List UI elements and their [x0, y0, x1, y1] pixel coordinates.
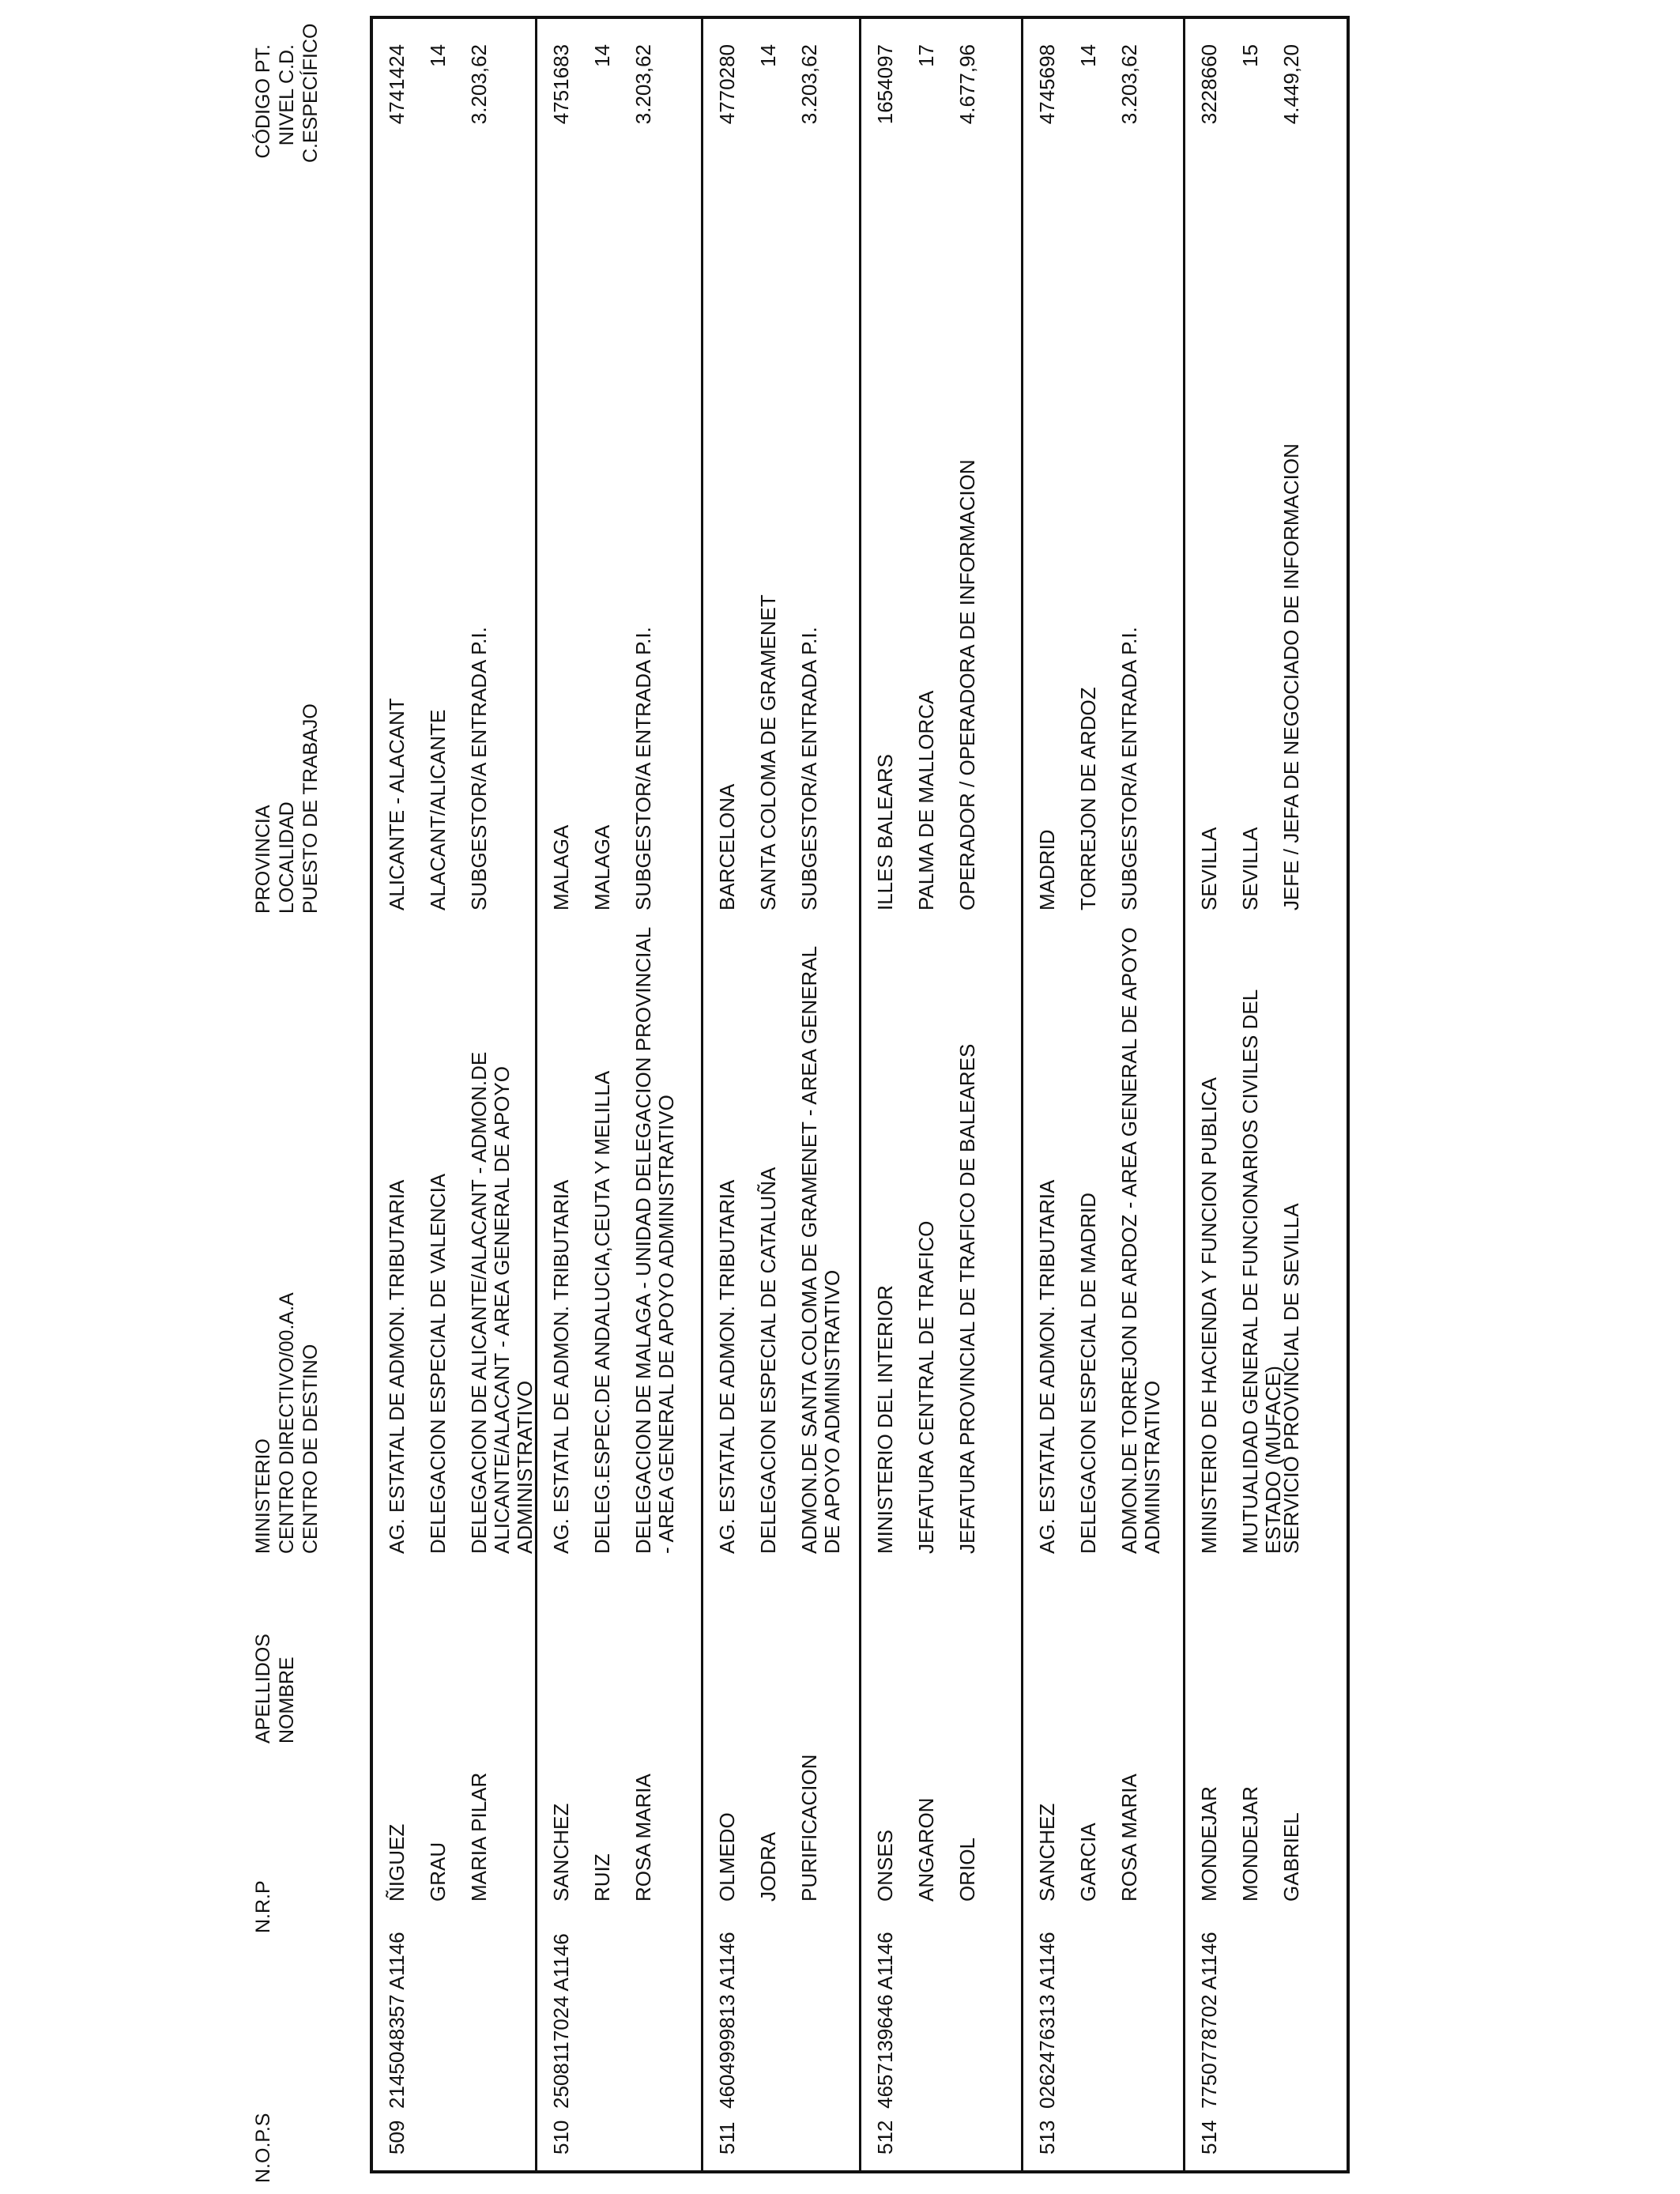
header-nombre-line: NOMBRE [276, 1657, 298, 1744]
record-name: GABRIEL [1279, 1812, 1303, 1902]
record-block [373, 19, 535, 2170]
header-nrp: N.R.P [252, 1880, 274, 1933]
record-codigo: 14 [590, 44, 614, 67]
record-nrp: 4604999813 A1146 [715, 1932, 739, 2109]
record-name: MONDEJAR [1197, 1786, 1221, 1902]
record-provincia: TORREJON DE ARDOZ [1076, 687, 1100, 910]
header-codigo-line: CÓDIGO PT. [252, 44, 274, 159]
record-codigo: 3228660 [1197, 44, 1221, 125]
record-name: ÑIGUEZ [385, 1823, 409, 1902]
record-provincia: SANTA COLOMA DE GRAMENET [756, 594, 780, 910]
header-nops: N.O.P.S [252, 2113, 274, 2183]
record-block [701, 19, 859, 2170]
header-provincia-line: PROVINCIA [252, 805, 274, 914]
record-codigo: 4770280 [715, 44, 739, 125]
record-nrp: 7750778702 A1146 [1197, 1932, 1221, 2109]
record-name: SANCHEZ [1035, 1803, 1059, 1902]
record-codigo: 4745698 [1035, 44, 1059, 125]
record-centro: AG. ESTATAL DE ADMON. TRIBUTARIA [385, 1179, 409, 1554]
header-ministerio [251, 1292, 322, 1554]
record-codigo: 4751683 [549, 44, 573, 125]
record-centro: JEFATURA CENTRAL DE TRAFICO [914, 1220, 938, 1554]
record-codigo: 15 [1238, 44, 1262, 67]
record-codigo: 17 [914, 44, 938, 67]
record-nops: 510 [549, 2120, 573, 2154]
record-provincia: ALICANTE - ALACANT [385, 698, 409, 910]
record-codigo: 3.203,62 [797, 44, 821, 125]
record-block [859, 19, 1021, 2170]
record-provincia: OPERADOR / OPERADORA DE INFORMACION [955, 459, 979, 910]
record-name: ANGARON [914, 1797, 938, 1902]
record-name: ONSES [873, 1829, 897, 1902]
record-name: JODRA [756, 1831, 780, 1902]
record-provincia: MALAGA [590, 824, 614, 910]
record-nrp: 4657139646 A1146 [873, 1932, 897, 2109]
record-provincia: SUBGESTOR/A ENTRADA P.I. [467, 627, 491, 910]
record-block [1021, 19, 1183, 2170]
record-name: GRAU [426, 1842, 450, 1902]
header-ministerio-line: MINISTERIO [252, 1438, 274, 1554]
record-codigo: 3.203,62 [467, 44, 491, 125]
record-centro: AG. ESTATAL DE ADMON. TRIBUTARIA [1035, 1179, 1059, 1554]
record-codigo: 4.677,96 [955, 44, 979, 125]
record-codigo: 3.203,62 [1117, 44, 1141, 125]
header-centro-destino-line: CENTRO DE DESTINO [299, 1344, 322, 1554]
record-provincia: JEFE / JEFA DE NEGOCIADO DE INFORMACION [1279, 443, 1303, 910]
record-centro: AG. ESTATAL DE ADMON. TRIBUTARIA [715, 1179, 739, 1554]
record-codigo: 14 [1076, 44, 1100, 67]
record-name: ROSA MARIA [1117, 1774, 1141, 1902]
header-nivel-line: NIVEL C.D. [276, 44, 298, 146]
record-centro: MUTUALIDAD GENERAL DE FUNCIONARIOS CIVILES DEL ESTADO (MUFACE) [1238, 990, 1285, 1554]
header-localidad-line: LOCALIDAD [276, 801, 298, 914]
record-name: OLMEDO [715, 1812, 739, 1902]
record-provincia: SEVILLA [1197, 827, 1221, 910]
header-puesto-line: PUESTO DE TRABAJO [299, 703, 322, 914]
record-nops: 511 [715, 2121, 739, 2154]
record-codigo: 4741424 [385, 44, 409, 125]
record-provincia: ALACANT/ALICANTE [426, 709, 450, 910]
record-provincia: PALMA DE MALLORCA [914, 690, 938, 910]
header-codigo [251, 23, 322, 163]
record-centro: DELEGACION ESPECIAL DE VALENCIA [426, 1173, 450, 1554]
record-centro: ADMON.DE TORREJON DE ARDOZ - AREA GENERAL DE APOYO ADMINISTRATIVO [1117, 927, 1164, 1554]
record-nops: 513 [1035, 2120, 1059, 2154]
record-provincia: BARCELONA [715, 783, 739, 910]
record-centro: DELEGACION DE MALAGA - UNIDAD DELEGACION PROVINCIAL - AREA GENERAL DE APOYO ADMINISTRATIVO [631, 927, 678, 1554]
record-provincia: SEVILLA [1238, 827, 1262, 910]
record-name: GARCIA [1076, 1823, 1100, 1902]
record-provincia: SUBGESTOR/A ENTRADA P.I. [631, 627, 655, 910]
record-name: ROSA MARIA [631, 1774, 655, 1902]
header-centro-directivo-line: CENTRO DIRECTIVO/00.A.A [276, 1292, 298, 1554]
record-nops: 514 [1197, 2120, 1221, 2154]
record-block [1183, 19, 1347, 2170]
record-provincia: MADRID [1035, 829, 1059, 910]
record-codigo: 14 [426, 44, 450, 67]
record-centro: AG. ESTATAL DE ADMON. TRIBUTARIA [549, 1179, 573, 1554]
header-especifico-line: C.ESPECÍFICO [299, 23, 322, 163]
record-name: MARIA PILAR [467, 1772, 491, 1902]
record-provincia: SUBGESTOR/A ENTRADA P.I. [797, 627, 821, 910]
record-centro: DELEGACION ESPECIAL DE CATALUÑA [756, 1167, 780, 1554]
header-apellidos-line: APELLIDOS [252, 1634, 274, 1744]
header-provincia [251, 703, 322, 914]
record-provincia: MALAGA [549, 824, 573, 910]
record-provincia: SUBGESTOR/A ENTRADA P.I. [1117, 627, 1141, 910]
record-name: PURIFICACION [797, 1754, 821, 1902]
record-nops: 509 [385, 2120, 409, 2154]
record-codigo: 3.203,62 [631, 44, 655, 125]
record-centro: MINISTERIO DEL INTERIOR [873, 1285, 897, 1554]
record-name: SANCHEZ [549, 1803, 573, 1902]
record-codigo: 14 [756, 44, 780, 67]
record-centro: MINISTERIO DE HACIENDA Y FUNCION PUBLICA [1197, 1077, 1221, 1554]
record-centro: SERVICIO PROVINCIAL DE SEVILLA [1279, 1203, 1303, 1554]
records-table [370, 16, 1350, 2173]
record-nops: 512 [873, 2120, 897, 2154]
record-centro: DELEGACION ESPECIAL DE MADRID [1076, 1192, 1100, 1554]
header-apellidos [251, 1634, 299, 1744]
record-block [535, 19, 701, 2170]
record-nrp: 0262476313 A1146 [1035, 1932, 1059, 2109]
record-centro: ADMON.DE SANTA COLOMA DE GRAMENET - AREA GENERAL DE APOYO ADMINISTRATIVO [797, 946, 844, 1554]
record-centro: DELEGACION DE ALICANTE/ALACANT - ADMON.DE ALICANTE/ALACANT - AREA GENERAL DE APOYO ADMINISTRATIVO [467, 1051, 537, 1554]
record-centro: DELEG.ESPEC.DE ANDALUCIA,CEUTA Y MELILLA [590, 1070, 614, 1554]
record-provincia: ILLES BALEARS [873, 754, 897, 910]
record-nrp: 2145048357 A1146 [385, 1932, 409, 2109]
record-codigo: 4.449,20 [1279, 44, 1303, 125]
record-centro: JEFATURA PROVINCIAL DE TRAFICO DE BALEARES [955, 1043, 979, 1554]
record-name: ORIOL [955, 1838, 979, 1902]
record-nrp: 2508117024 A1146 [549, 1933, 573, 2109]
record-name: RUIZ [590, 1853, 614, 1902]
record-codigo: 1654097 [873, 44, 897, 125]
record-name: MONDEJAR [1238, 1786, 1262, 1902]
